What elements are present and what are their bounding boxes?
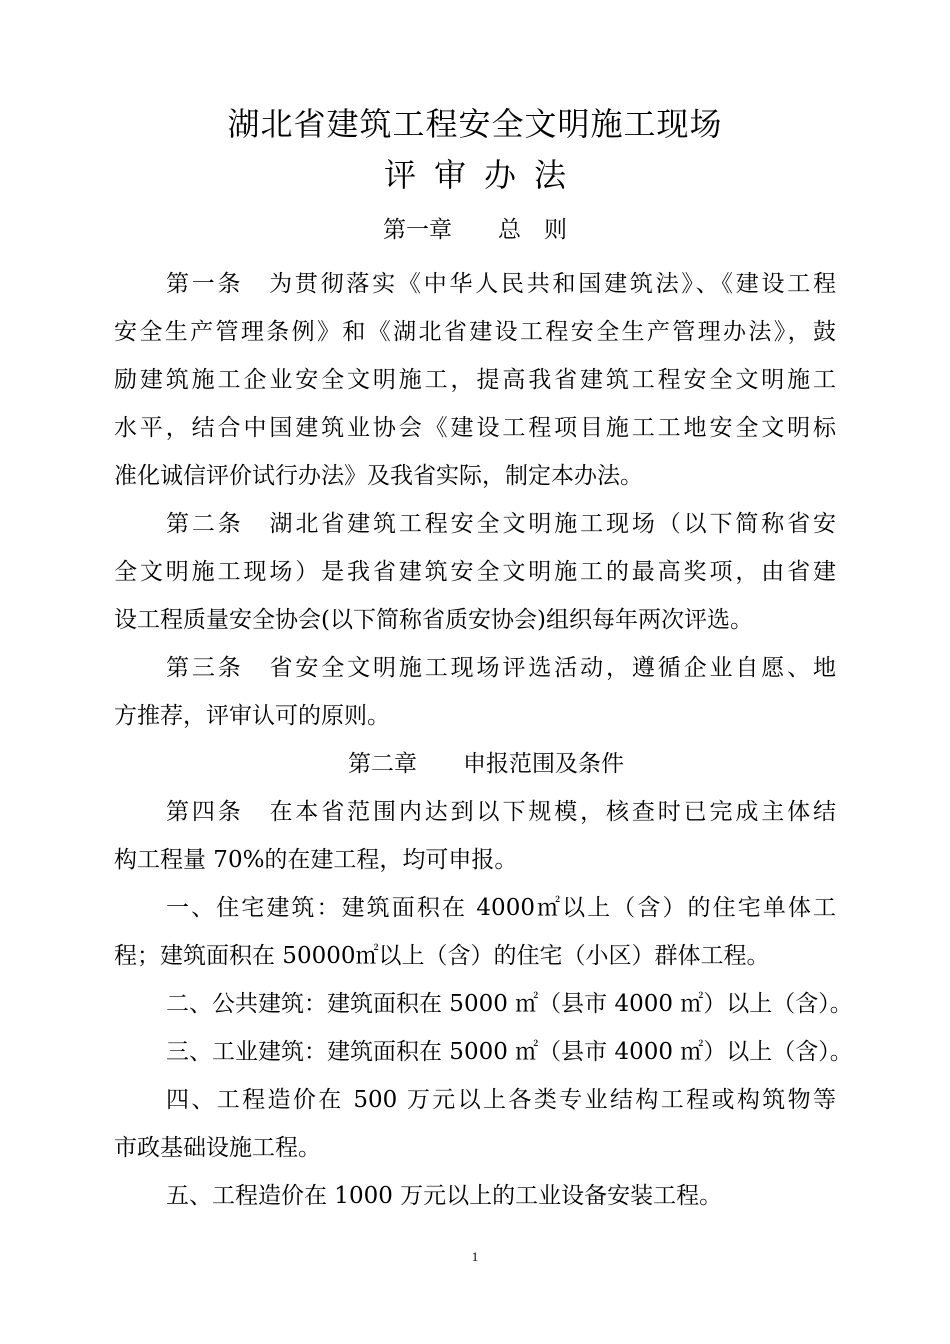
document-title: 湖北省建筑工程安全文明施工现场 (227, 105, 723, 143)
paragraph-line: 励建筑施工企业安全文明施工，提高我省建筑工程安全文明施工 (114, 367, 836, 393)
paragraph-line: 准化诚信评价试行办法》及我省实际，制定本办法。 (114, 463, 643, 489)
paragraph-line: 程；建筑面积在 50000㎡以上（含）的住宅（小区）群体工程。 (114, 943, 770, 969)
paragraph-line: 安全生产管理条例》和《湖北省建设工程安全生产管理办法》，鼓 (114, 319, 836, 345)
paragraph-line: 第三条 省安全文明施工现场评选活动，遵循企业自愿、地 (166, 655, 836, 681)
paragraph-line: 三、工业建筑：建筑面积在 5000 ㎡（县市 4000 ㎡）以上（含）。 (166, 1039, 853, 1065)
paragraph-line: 二、公共建筑：建筑面积在 5000 ㎡（县市 4000 ㎡）以上（含）。 (166, 991, 853, 1017)
chapter-heading: 第二章 申报范围及条件 (348, 751, 624, 777)
paragraph-line: 第二条 湖北省建筑工程安全文明施工现场（以下简称省安 (166, 511, 836, 537)
paragraph-line: 五、工程造价在 1000 万元以上的工业设备安装工程。 (166, 1183, 723, 1209)
paragraph-line: 方推荐，评审认可的原则。 (114, 703, 390, 729)
paragraph-line: 全文明施工现场）是我省建筑安全文明施工的最高奖项，由省建 (114, 559, 836, 585)
paragraph-line: 市政基础设施工程。 (114, 1135, 321, 1161)
page-number: 1 (471, 1249, 479, 1264)
paragraph-line: 第一条 为贯彻落实《中华人民共和国建筑法》、《建设工程 (166, 271, 836, 297)
chapter-heading: 第一章 总 则 (383, 217, 567, 243)
paragraph-line: 四、工程造价在 500 万元以上各类专业结构工程或构筑物等 (166, 1087, 836, 1113)
paragraph-line: 第四条 在本省范围内达到以下规模，核查时已完成主体结 (166, 799, 836, 825)
paragraph-line: 一、住宅建筑：建筑面积在 4000㎡以上（含）的住宅单体工 (166, 895, 836, 921)
paragraph-line: 构工程量 70%的在建工程，均可申报。 (114, 847, 518, 873)
paragraph-line: 水平，结合中国建筑业协会《建设工程项目施工工地安全文明标 (114, 415, 836, 441)
paragraph-line: 设工程质量安全协会(以下简称省质安协会)组织每年两次评选。 (114, 607, 753, 633)
document-subtitle: 评审办法 (383, 156, 584, 194)
